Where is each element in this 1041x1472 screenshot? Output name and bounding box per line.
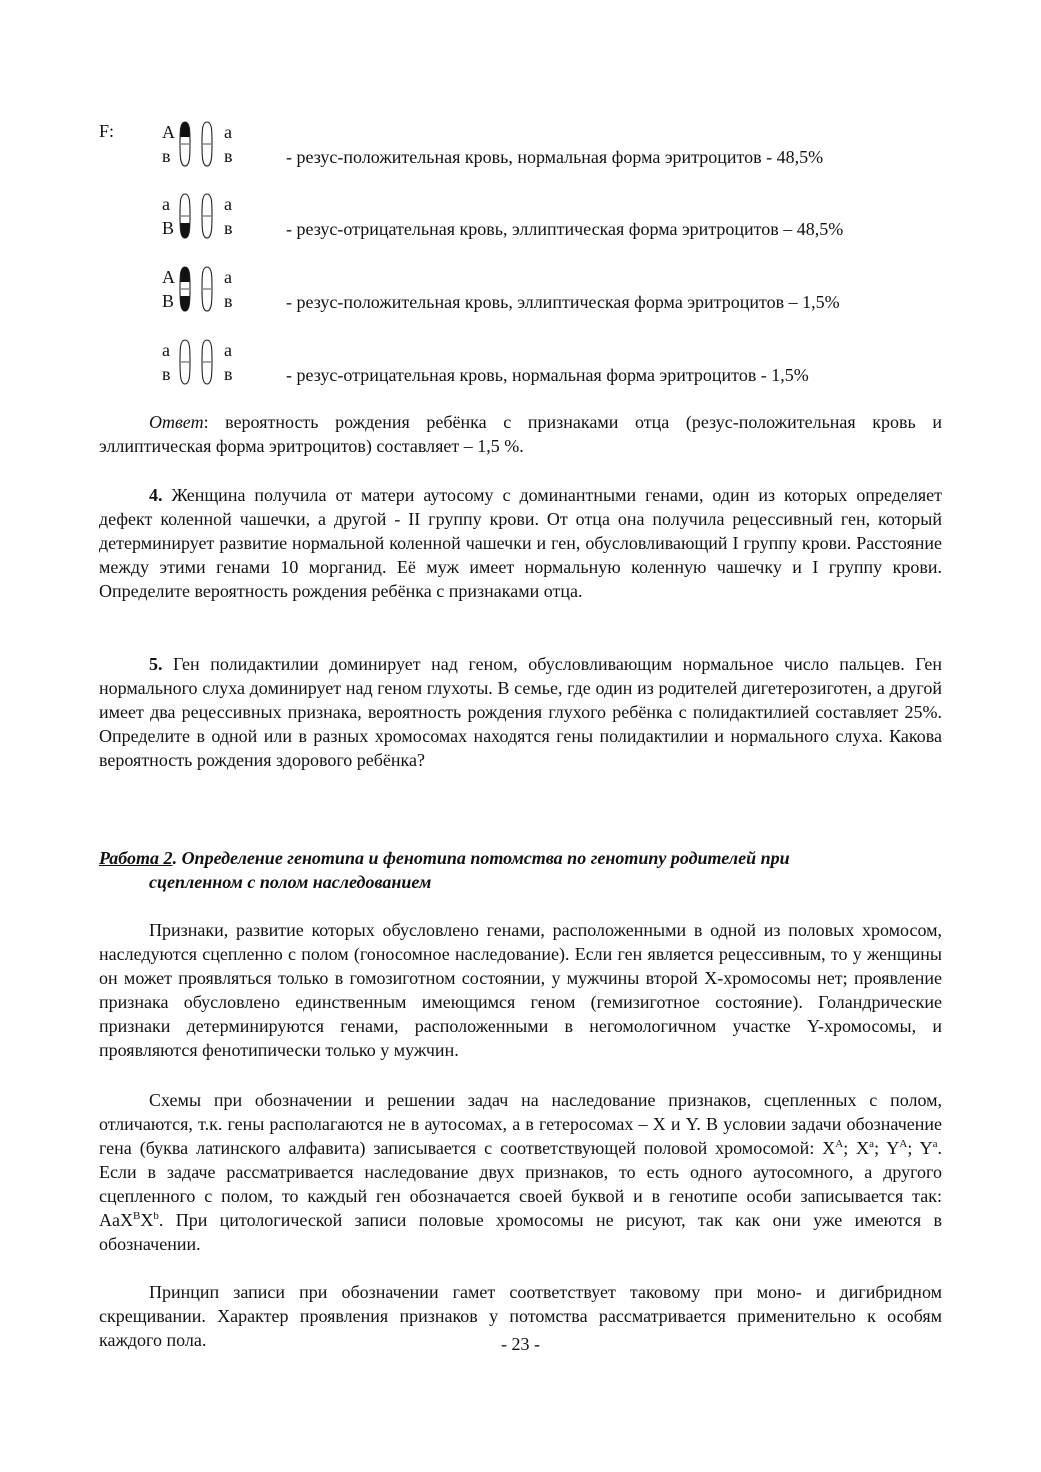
offspring-row xyxy=(158,266,958,316)
chromosome-icon xyxy=(178,193,192,239)
text-run: . Если в задаче рассматривается наследование двух признаков, то есть одного аутосомного, а другого сцепленного с полом, то каждый ген обозначается своей буквой и в генотипе особи записывается так: AaX xyxy=(99,1138,942,1230)
answer-label: Ответ xyxy=(149,412,204,432)
superscript: A xyxy=(899,1138,908,1150)
text-run: ; Y xyxy=(907,1138,933,1158)
allele-left-top: A xyxy=(162,122,175,142)
chromosome-icon xyxy=(178,266,192,312)
superscript: b xyxy=(153,1210,159,1222)
allele-right-bottom: в xyxy=(224,364,233,384)
offspring-phenotype: - резус-отрицательная кровь, нормальная форма эритроцитов - 1,5% xyxy=(286,365,809,385)
allele-left-top: а xyxy=(162,194,170,214)
allele-right-top: а xyxy=(224,194,232,214)
allele-right-bottom: в xyxy=(224,146,233,166)
offspring-row xyxy=(158,121,958,171)
heading-line1: . Определение генотипа и фенотипа потомства по генотипу родителей при xyxy=(172,848,790,868)
text-run: X xyxy=(140,1210,154,1230)
allele-right-top: а xyxy=(224,340,232,360)
offspring-phenotype: - резус-положительная кровь, нормальная форма эритроцитов - 48,5% xyxy=(286,147,824,167)
superscript: a xyxy=(869,1138,875,1150)
heading-lead: Работа 2 xyxy=(99,848,173,868)
answer-paragraph xyxy=(99,410,942,458)
task-text: Женщина получила от матери аутосому с доминантными генами, один из которых определяет дефект коленной чашечки, а другой - II группу крови. От отца она получила рецессивный ген, который детерминирует развитие нормальной коленной чашечки и ген, обусловливающий I группу крови. Расстояние между этими генами 10 морганид. Её муж имеет нормальную коленную чашечку и I группу крови. Определите вероятность рождения ребёнка с признаками отца. xyxy=(99,485,942,601)
heading-line2: сцепленном с полом наследованием xyxy=(149,872,432,892)
text-run: ; Y xyxy=(874,1138,900,1158)
task-4-paragraph xyxy=(99,483,942,603)
body-paragraph: Признаки, развитие которых обусловлено генами, расположенными в одной из половых хромосом, наследуются сцепленно с полом (гоносомное наследование). Если ген является рецессивным, то у женщины он может проявляться только в гомозиготном состоянии, у мужчины второй Х-хромосомы нет; проявление признака обусловлено единственным имеющимся геном (гемизиготное состояние). Голандрические признаки детерминируются генами, расположенными в негомологичном участке Y-хромосомы, и проявляются фенотипически только у мужчин. xyxy=(99,920,942,1060)
allele-left-bottom: B xyxy=(162,218,175,238)
f-generation-label: F: xyxy=(99,121,115,141)
task-number: 5. xyxy=(149,654,163,674)
allele-right-bottom: в xyxy=(224,218,233,238)
offspring-row xyxy=(158,339,958,389)
offspring-row xyxy=(158,193,958,243)
superscript: B xyxy=(133,1210,141,1222)
chromosome-icon xyxy=(200,266,214,312)
page-number: - 23 - xyxy=(501,1334,540,1354)
allele-right-top: а xyxy=(224,267,232,287)
chromosome-icon xyxy=(200,193,214,239)
offspring-phenotype: - резус-отрицательная кровь, эллиптическая форма эритроцитов – 48,5% xyxy=(286,219,844,239)
allele-left-bottom: B xyxy=(162,291,175,311)
superscript: A xyxy=(835,1138,844,1150)
chromosome-icon xyxy=(200,339,214,385)
body-paragraph: Принцип записи при обозначении гамет соответствует таковому при моно- и дигибридном скрещивании. Характер проявления признаков у потомства рассматривается применительно к особям каждого пола. xyxy=(99,1282,942,1350)
allele-left-bottom: в xyxy=(162,364,171,384)
offspring-phenotype: - резус-положительная кровь, эллиптическая форма эритроцитов – 1,5% xyxy=(286,292,840,312)
allele-right-top: а xyxy=(224,122,232,142)
task-number: 4. xyxy=(149,485,163,505)
text-run: ; X xyxy=(843,1138,870,1158)
allele-left-bottom: в xyxy=(162,146,171,166)
text-run: . При цитологической записи половые хромосомы не рисуют, так как они уже имеются в обозначении. xyxy=(99,1210,942,1254)
task-text: Ген полидактилии доминирует над геном, обусловливающим нормальное число пальцев. Ген нормального слуха доминирует над геном глухоты. В семье, где один из родителей дигетерозиготен, а другой имеет два рецессивных признака, вероятность рождения глухого ребёнка с полидактилией составляет 25%. Определите в одной или в разных хромосомах находятся гены полидактилии и нормального слуха. Какова вероятность рождения здорового ребёнка? xyxy=(99,654,942,770)
chromosome-icon xyxy=(178,339,192,385)
task-5-paragraph xyxy=(99,652,942,772)
text-run: Схемы при обозначении и решении задач на наследование признаков, сцепленных с полом, отличаются, т.к. гены располагаются не в аутосомах, а в гетеросомах – Х и Y. В условии задачи обозначение гена (буква латинского алфавита) записывается с соответствующей половой хромосомой: X xyxy=(99,1090,942,1158)
section-heading xyxy=(99,846,942,894)
superscript: a xyxy=(932,1138,938,1150)
answer-text: : вероятность рождения ребёнка с признаками отца (резус-положительная кровь и эллиптическая форма эритроцитов) составляет – 1,5 %. xyxy=(99,412,942,456)
chromosome-icon xyxy=(178,121,192,167)
allele-left-top: A xyxy=(162,267,175,287)
chromosome-icon xyxy=(200,121,214,167)
allele-right-bottom: в xyxy=(224,291,233,311)
body-paragraph xyxy=(99,1088,942,1256)
allele-left-top: а xyxy=(162,340,170,360)
